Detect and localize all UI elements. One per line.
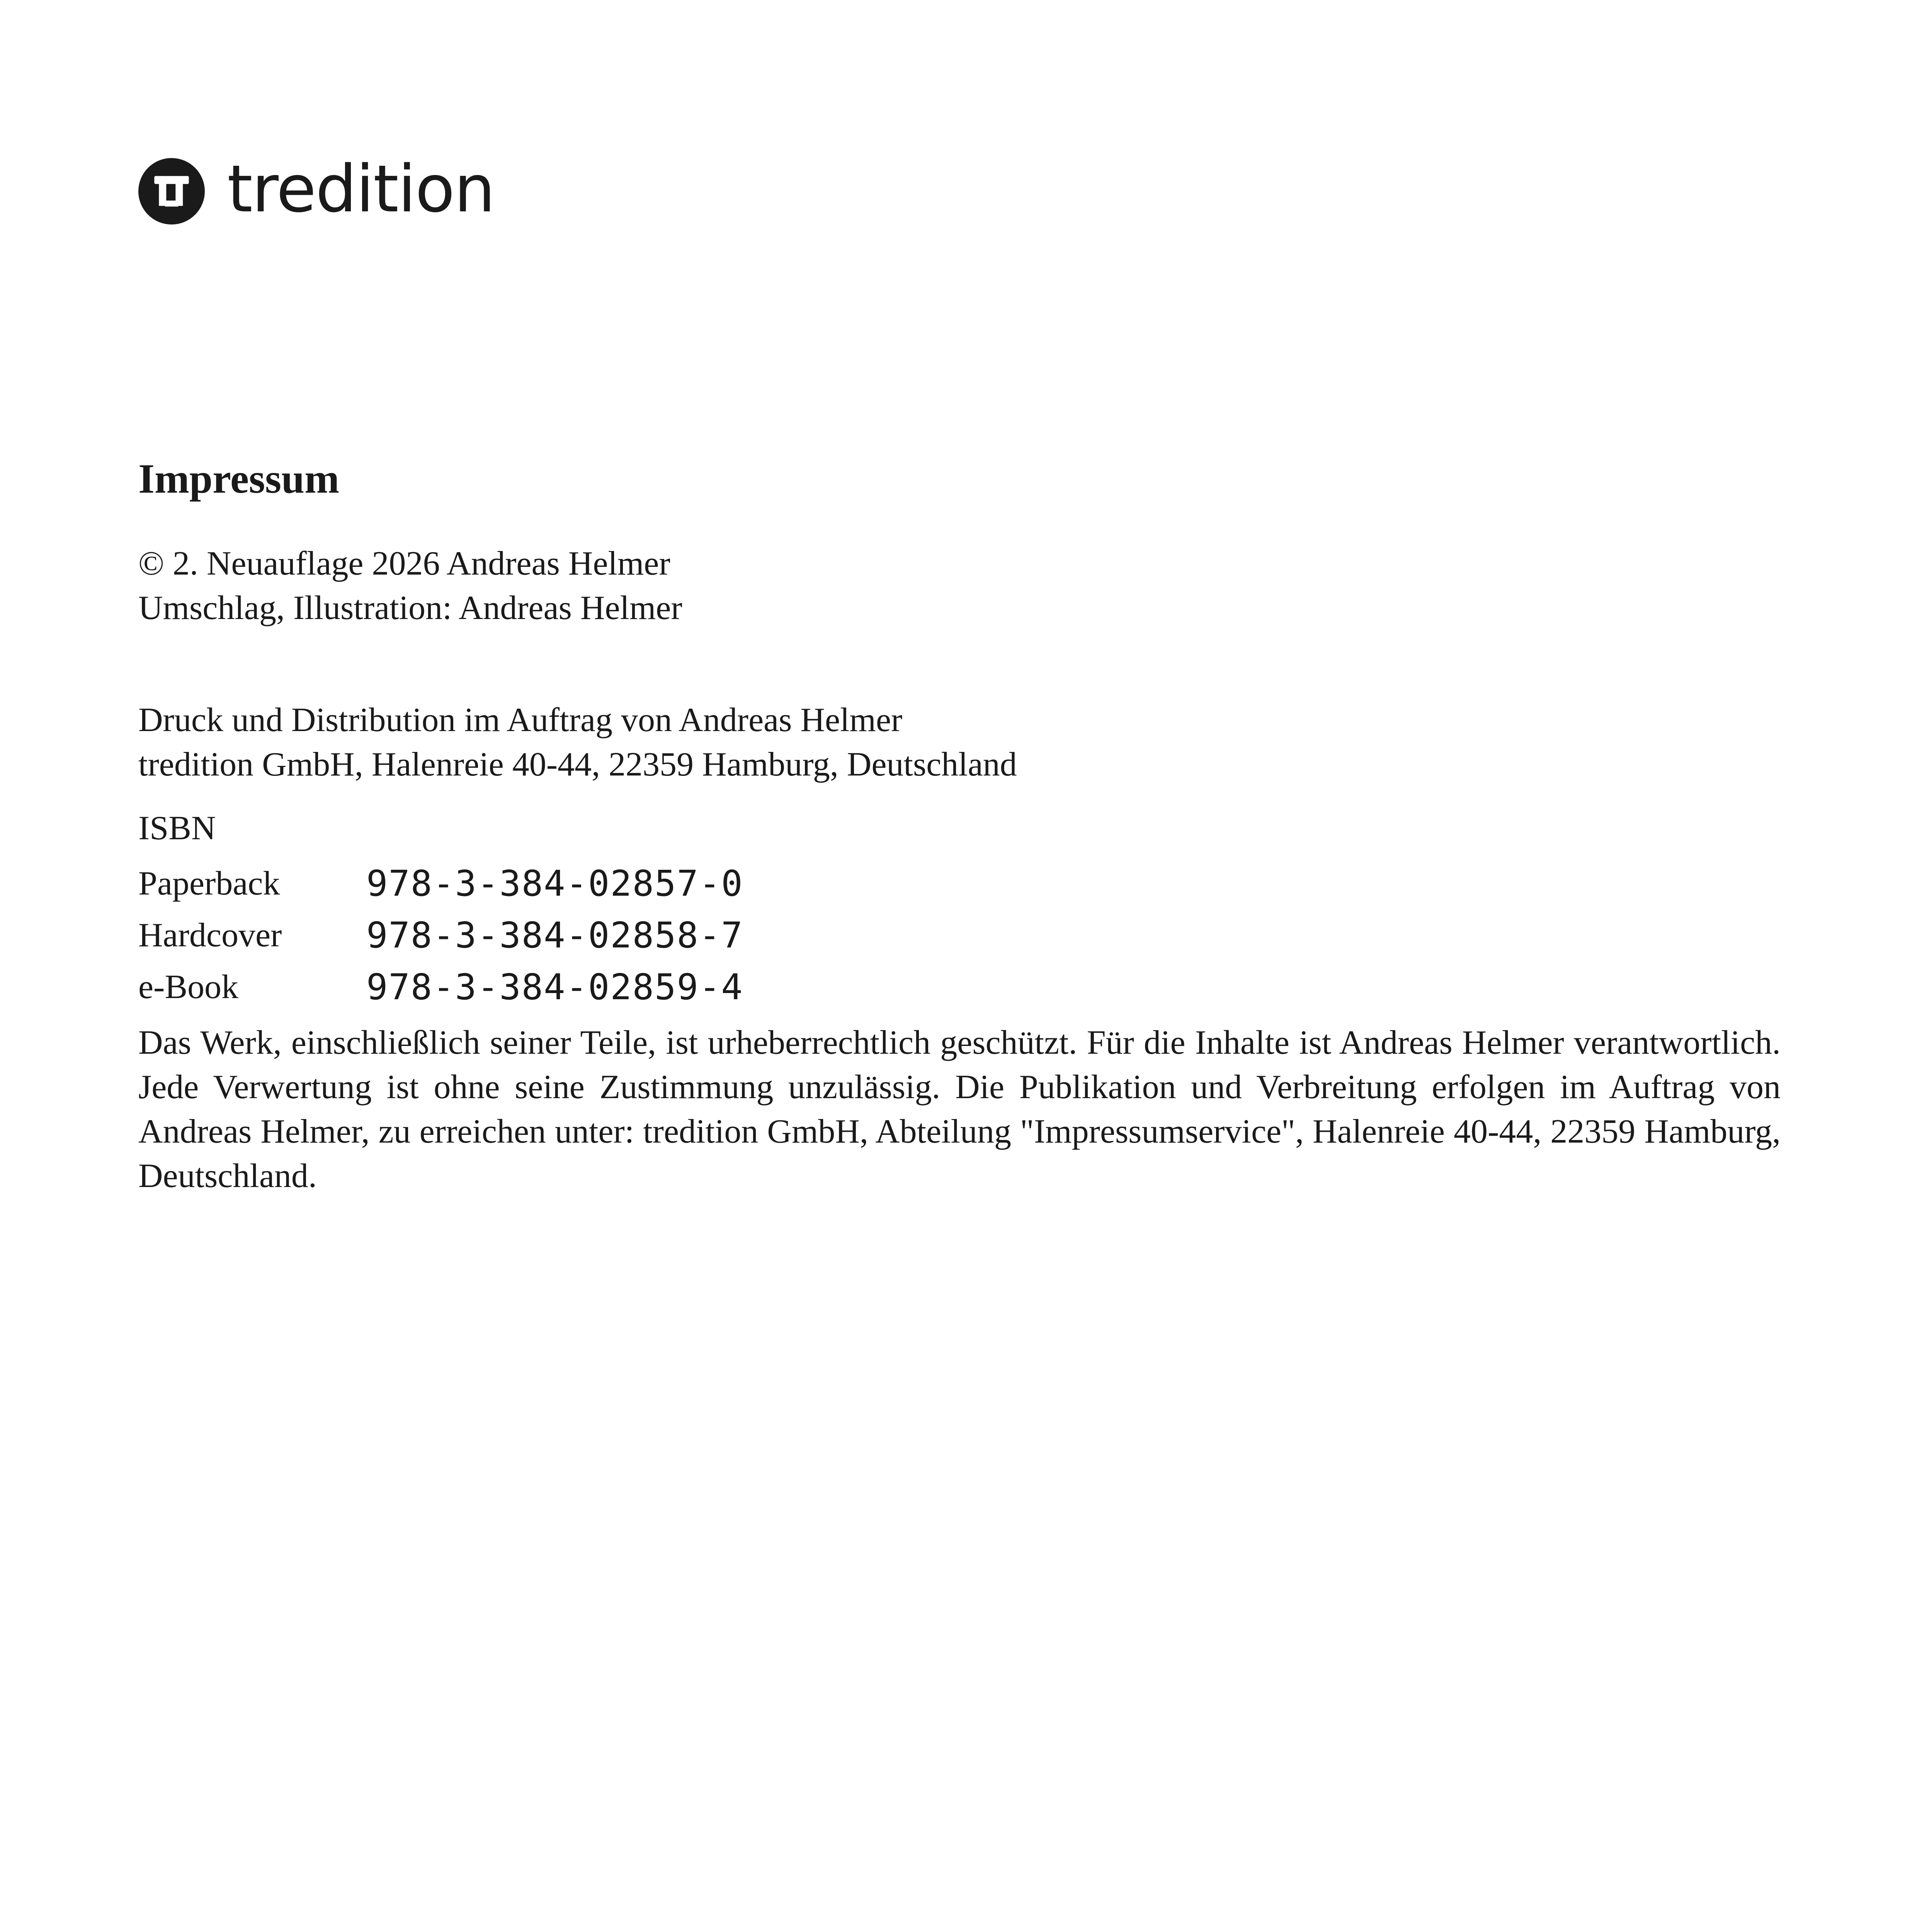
publisher-address-line: tredition GmbH, Halenreie 40-44, 22359 Hamburg, Deutschland [138, 746, 1017, 783]
publisher-logo-text: tredition [227, 151, 495, 227]
isbn-format-label: Hardcover [138, 916, 282, 954]
isbn-row-ebook [138, 961, 743, 1013]
print-line: Druck und Distribution im Auftrag von Andreas Helmer [138, 701, 903, 739]
copyright-line: © 2. Neuauflage 2026 Andreas Helmer [138, 545, 670, 582]
copyright-block [138, 541, 1781, 630]
tredition-t-circle-icon [138, 158, 205, 224]
publisher-logo [138, 151, 495, 227]
isbn-heading: ISBN [138, 810, 216, 847]
isbn-row-paperback [138, 857, 743, 909]
isbn-table [138, 857, 743, 1013]
isbn-row-hardcover [138, 909, 743, 961]
isbn-format-label: e-Book [138, 968, 239, 1006]
isbn-number: 978-3-384-02858-7 [366, 914, 743, 956]
legal-notice: Das Werk, einschließlich seiner Teile, ist urheberrechtlich geschützt. Für die Inhalte ist Andreas Helmer verantwortlich. Jede Verwertung ist ohne seine Zustimmung unzulässig. Die Publikation und Verbreitung erfolgen im Auftrag von Andreas Helmer, zu erreichen unter: tredition GmbH, Abteilung "Impressumservice", Halenreie 40-44, 22359 Hamburg, Deutschland. [138, 1024, 1781, 1195]
print-distribution-block [138, 698, 1781, 787]
isbn-format-label: Paperback [138, 864, 280, 902]
imprint-section [138, 454, 1781, 1232]
isbn-number: 978-3-384-02857-0 [366, 862, 743, 904]
isbn-number: 978-3-384-02859-4 [366, 966, 743, 1008]
cover-credit-line: Umschlag, Illustration: Andreas Helmer [138, 589, 682, 627]
page-title: Impressum [138, 456, 340, 502]
